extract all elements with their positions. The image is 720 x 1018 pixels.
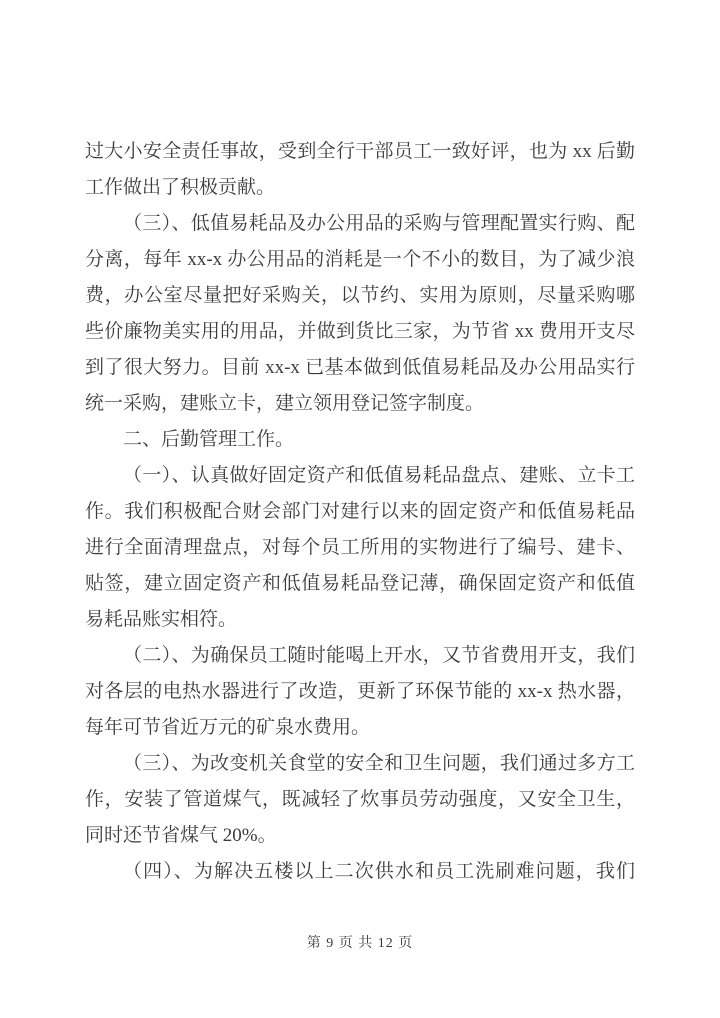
paragraph: （三）、为改变机关食堂的安全和卫生问题，我们通过多方工作，安装了管道煤气，既减轻了炊事员劳动强度，又安全卫生，同时还节省煤气 20%。 <box>85 753 635 846</box>
document-body <box>85 134 635 890</box>
page-footer <box>0 934 720 954</box>
paragraph: （二）、为确保员工随时能喝上开水，又节省费用开支，我们对各层的电热水器进行了改造，更新了环保节能的 xx-x 热水器，每年可节省近万元的矿泉水费用。 <box>85 645 635 738</box>
paragraph: 过大小安全责任事故，受到全行干部员工一致好评，也为 xx 后勤工作做出了积极贡献。 <box>85 141 635 198</box>
section-heading: 二、后勤管理工作。 <box>123 429 295 450</box>
paragraph: （一）、认真做好固定资产和低值易耗品盘点、建账、立卡工作。我们积极配合财会部门对建行以来的固定资产和低值易耗品进行全面清理盘点，对每个员工所用的实物进行了编号、建卡、贴签，建立固定资产和低值易耗品登记薄，确保固定资产和低值易耗品账实相符。 <box>85 465 635 630</box>
page-number-text: 第 9 页 共 12 页 <box>306 936 414 951</box>
paragraph: （三）、低值易耗品及办公用品的采购与管理配置实行购、配分离，每年 xx-x 办公用品的消耗是一个不小的数目，为了减少浪费，办公室尽量把好采购关，以节约、实用为原则，尽量采购哪些价廉物美实用的用品，并做到货比三家，为节省 xx 费用开支尽到了很大努力。目前 xx-x 已基本做到低值易耗品及办公用品实行统一采购，建账立卡，建立领用登记签字制度。 <box>85 213 635 414</box>
paragraph: （四）、为解决五楼以上二次供水和员工洗刷难问题，我们 <box>123 861 635 882</box>
